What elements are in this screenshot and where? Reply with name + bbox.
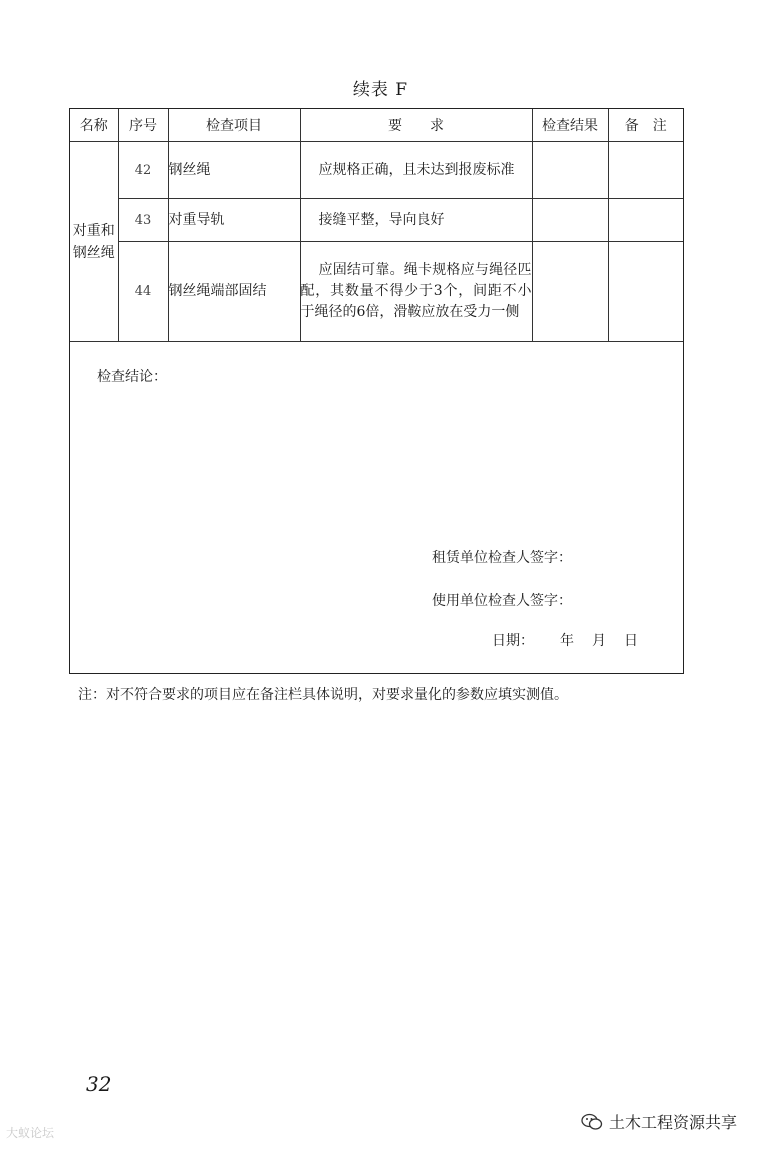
header-name: 名称 <box>70 109 118 142</box>
date-label: 日期： <box>492 633 534 649</box>
header-item: 检查项目 <box>168 109 300 142</box>
footnote: 注：对不符合要求的项目应在备注栏具体说明，对要求量化的参数应填实测值。 <box>78 687 568 703</box>
row-requirement: 应规格正确，且未达到报废标准 <box>300 142 532 199</box>
row-result[interactable] <box>532 242 608 342</box>
conclusion-label: 检查结论： <box>97 369 167 385</box>
row-result[interactable] <box>532 142 608 199</box>
row-item: 钢丝绳 <box>168 142 300 199</box>
date-day: 日 <box>624 633 638 649</box>
header-result: 检查结果 <box>532 109 608 142</box>
row-number: 44 <box>118 242 168 342</box>
table-row <box>70 199 683 242</box>
row-result[interactable] <box>532 199 608 242</box>
category-label: 对重和钢丝绳 <box>72 222 115 261</box>
date-year: 年 <box>560 633 574 649</box>
watermark-right <box>581 1110 737 1133</box>
table-header-row <box>70 109 683 142</box>
row-remark[interactable] <box>608 142 683 199</box>
row-number: 43 <box>118 199 168 242</box>
user-signature-label: 使用单位检查人签字： <box>432 593 572 609</box>
row-requirement: 接缝平整，导向良好 <box>300 199 532 242</box>
row-item: 钢丝绳端部固结 <box>168 242 300 342</box>
watermark-left <box>6 1124 54 1141</box>
header-number: 序号 <box>118 109 168 142</box>
watermark-left-text: 大蚁论坛 <box>6 1126 55 1140</box>
table-row <box>70 142 683 199</box>
header-requirement: 要 求 <box>300 109 532 142</box>
category-cell <box>70 142 118 342</box>
row-item: 对重导轨 <box>168 199 300 242</box>
wechat-icon <box>581 1113 603 1131</box>
inspection-form <box>69 108 684 674</box>
header-remark: 备 注 <box>608 109 683 142</box>
row-number: 42 <box>118 142 168 199</box>
lessor-signature-label: 租赁单位检查人签字： <box>432 550 572 566</box>
row-requirement: 应固结可靠。绳卡规格应与绳径匹配，其数量不得少于3个，间距不小于绳径的6倍，滑鞍应放在受力一侧 <box>300 242 532 342</box>
table-title: 续表 F <box>352 80 409 100</box>
row-remark[interactable] <box>608 242 683 342</box>
row-remark[interactable] <box>608 199 683 242</box>
inspection-table <box>70 109 683 342</box>
page-number: 32 <box>86 1072 112 1096</box>
date-line <box>492 630 638 650</box>
watermark-right-text: 土木工程资源共享 <box>608 1113 737 1132</box>
table-row <box>70 242 683 342</box>
date-month: 月 <box>592 633 606 649</box>
